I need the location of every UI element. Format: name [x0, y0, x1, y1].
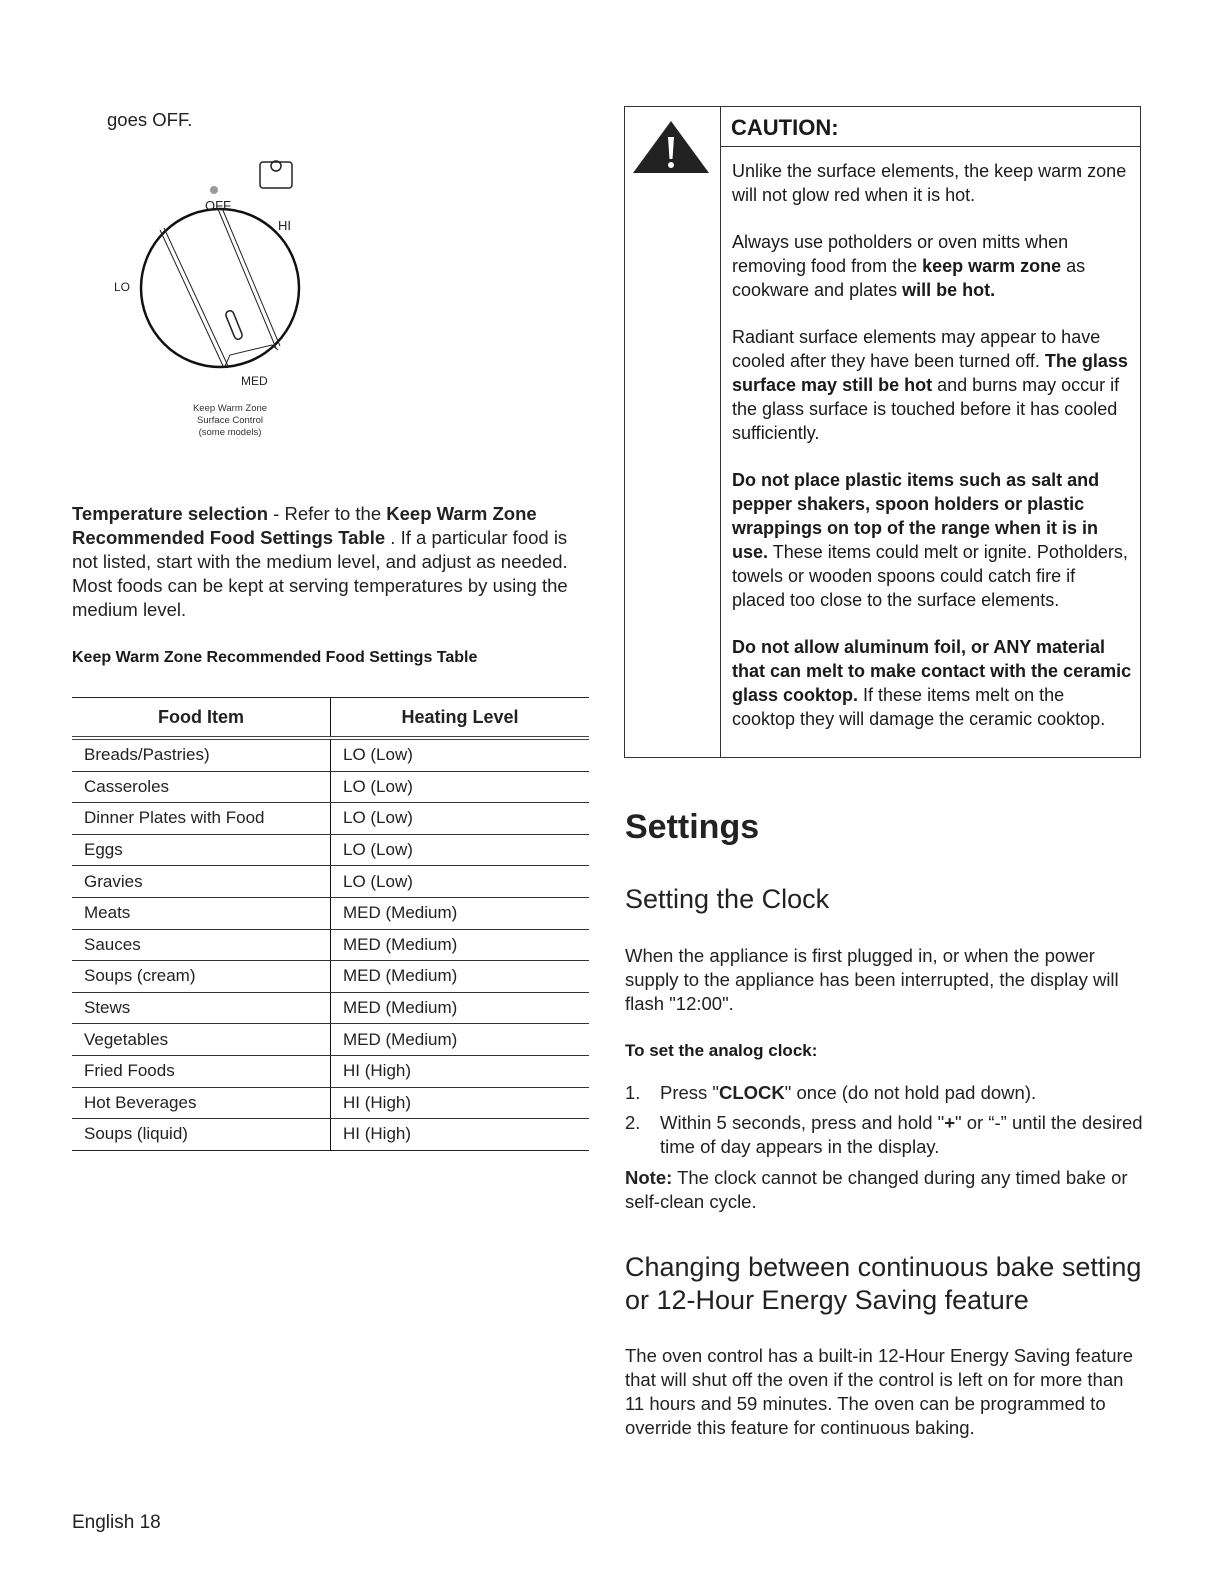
list-item: 1. Press "CLOCK" once (do not hold pad down). [625, 1082, 1037, 1103]
dial-caption: Keep Warm Zone Surface Control (some models) [192, 403, 268, 438]
settings-heading: Settings [625, 808, 760, 846]
caution-paragraph: Unlike the surface elements, the keep warm zone will not glow red when it is hot. [732, 161, 1127, 205]
list-item: 2. Within 5 seconds, press and hold "+" or “-” until the desired time of day appears in the display. [625, 1112, 1143, 1157]
table-row: Gravies LO (Low) [72, 866, 589, 898]
column-header-food-item: Food Item [72, 698, 331, 739]
temperature-selection-paragraph: Temperature selection - Refer to the Keep Warm Zone Recommended Food Settings Table . If a particular food is not listed, start with the medium level, and adjust as needed. Most foods can be kept at serving temperatures by using the medium level. [72, 503, 568, 620]
table-row: Dinner Plates with Food LO (Low) [72, 803, 589, 835]
caution-paragraph: Radiant surface elements may appear to have cooled after they have been turned off. The glass surface may still be hot and burns may occur if the glass surface is touched before it has cooled sufficiently. [732, 327, 1128, 443]
table-row: Sauces MED (Medium) [72, 929, 589, 961]
indicator-light-icon [210, 186, 218, 194]
note: Note: The clock cannot be changed during any timed bake or self-clean cycle. [625, 1167, 1128, 1212]
caution-paragraph: Do not place plastic items such as salt and pepper shakers, spoon holders or plastic wrappings on top of the range when it is in use. These items could melt or ignite. Potholders, towels or wooden spoons could catch fire if placed too close to the surface elements. [732, 470, 1128, 610]
svg-text:HI: HI [278, 218, 291, 233]
table-row: Fried Foods HI (High) [72, 1055, 589, 1087]
svg-text:OFF: OFF [205, 198, 231, 213]
energy-saving-paragraph: The oven control has a built-in 12-Hour Energy Saving feature that will shut off the oven if the control is left on for more than 11 hours and 59 minutes. The oven can be programmed to override this feature for continuous baking. [625, 1345, 1134, 1438]
page-number: English 18 [72, 1512, 161, 1533]
table-row: Breads/Pastries) LO (Low) [72, 738, 589, 771]
caution-paragraph: Do not allow aluminum foil, or ANY material that can melt to make contact with the ceramic glass cooktop. If these items melt on the cooktop they will damage the ceramic cooktop. [732, 637, 1132, 729]
caution-paragraph: Always use potholders or oven mitts when removing food from the keep warm zone as cookware and plates will be hot. [732, 232, 1086, 300]
intro-fragment: goes OFF. [107, 109, 193, 130]
table-row: Meats MED (Medium) [72, 897, 589, 929]
food-settings-table [72, 697, 589, 1151]
table-row: Eggs LO (Low) [72, 834, 589, 866]
warning-triangle-icon [631, 119, 711, 175]
svg-text:MED: MED [241, 374, 268, 388]
energy-saving-heading: Changing between continuous bake setting or 12-Hour Energy Saving feature [625, 1252, 1142, 1315]
keep-warm-dial-illustration [100, 150, 340, 410]
table-row: Stews MED (Medium) [72, 992, 589, 1024]
analog-clock-heading: To set the analog clock: [625, 1041, 818, 1060]
keep-warm-zone-symbol-icon [260, 161, 292, 188]
svg-text:LO: LO [114, 280, 131, 294]
table-row: Soups (cream) MED (Medium) [72, 961, 589, 993]
caution-box [624, 106, 1141, 758]
clock-heading: Setting the Clock [625, 884, 830, 914]
clock-steps-list [625, 1081, 1145, 1165]
table-row: Casseroles LO (Low) [72, 771, 589, 803]
table-title: Keep Warm Zone Recommended Food Settings Table [72, 649, 478, 666]
table-row: Vegetables MED (Medium) [72, 1024, 589, 1056]
clock-paragraph: When the appliance is first plugged in, or when the power supply to the appliance has been interrupted, the display will flash "12:00". [625, 945, 1119, 1014]
table-row: Soups (liquid) HI (High) [72, 1119, 589, 1151]
column-header-heating-level: Heating Level [331, 698, 590, 739]
table-row: Hot Beverages HI (High) [72, 1087, 589, 1119]
caution-title: CAUTION: [721, 107, 1140, 147]
